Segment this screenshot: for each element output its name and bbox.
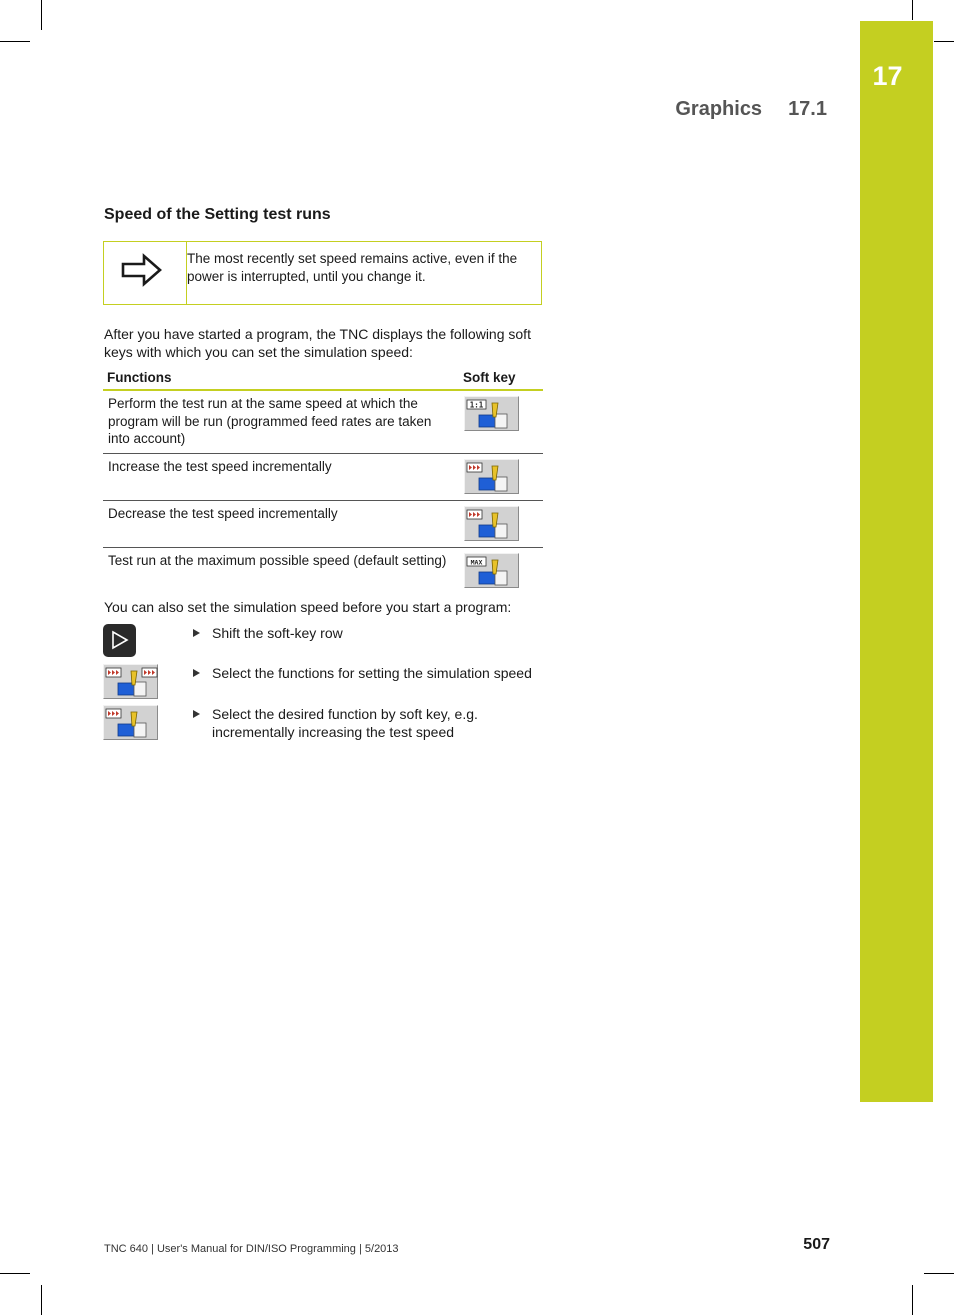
function-description: Increase the test speed incrementally [103, 453, 459, 500]
crop-mark [912, 1285, 913, 1315]
function-description: Test run at the maximum possible speed (default setting) [108, 552, 447, 568]
increase-speed-softkey-icon[interactable] [464, 459, 519, 494]
increase-speed-softkey-icon[interactable] [103, 705, 158, 740]
bullet-arrow-icon [193, 629, 200, 637]
note-text: The most recently set speed remains active, even if the power is interrupted, until you change it. [187, 251, 518, 284]
chapter-tab [860, 21, 933, 1102]
footer-text: TNC 640 | User's Manual for DIN/ISO Programming | 5/2013 [104, 1243, 399, 1255]
simulation-speed-softkey-icon[interactable] [103, 664, 158, 699]
crop-mark [41, 0, 42, 30]
table-row [103, 547, 543, 593]
step-item [103, 624, 543, 658]
next-row-key-icon[interactable] [103, 624, 136, 657]
crop-mark [0, 1273, 30, 1274]
step-item [103, 705, 543, 741]
crop-mark [912, 0, 913, 20]
function-description: Decrease the test speed incrementally [103, 500, 459, 547]
speed-1-1-softkey-icon[interactable] [464, 396, 519, 431]
table-row [103, 390, 543, 453]
after-table-paragraph: You can also set the simulation speed before you start a program: [104, 599, 512, 615]
step-text: Select the functions for setting the simulation speed [212, 665, 532, 681]
function-description: Perform the test run at the same speed at which the program will be run (programmed feed rates are taken into account) [103, 390, 459, 453]
table-row [103, 453, 543, 500]
decrease-speed-softkey-icon[interactable] [464, 506, 519, 541]
table-header-row [103, 367, 543, 390]
table-row [103, 500, 543, 547]
step-text: Shift the soft-key row [212, 625, 343, 641]
step-item [103, 664, 543, 700]
crop-mark [41, 1285, 42, 1315]
page-number: 507 [803, 1236, 830, 1253]
bullet-arrow-icon [193, 710, 200, 718]
crop-mark [924, 1273, 954, 1274]
note-box [103, 241, 542, 305]
bullet-arrow-icon [193, 669, 200, 677]
header-functions: Functions [103, 367, 459, 390]
functions-table [103, 367, 543, 593]
svg-text:1:1: 1:1 [469, 400, 484, 410]
section-title: Speed of the Setting test runs [104, 206, 331, 223]
chapter-number: 17 [872, 61, 903, 91]
crop-mark [934, 41, 954, 42]
header-soft-key: Soft key [459, 367, 543, 390]
step-text: Select the desired function by soft key, e.g. incrementally increasing the test speed [212, 706, 478, 740]
max-speed-softkey-icon[interactable] [464, 553, 519, 588]
arrow-right-icon [120, 252, 164, 293]
chapter-title: Graphics [675, 98, 763, 120]
svg-text:MAX: MAX [470, 558, 483, 566]
intro-paragraph: After you have started a program, the TNC displays the following soft keys with which you can set the simulation speed: [104, 326, 531, 360]
crop-mark [0, 41, 30, 42]
running-head [675, 98, 827, 121]
section-number: 17.1 [788, 98, 827, 120]
